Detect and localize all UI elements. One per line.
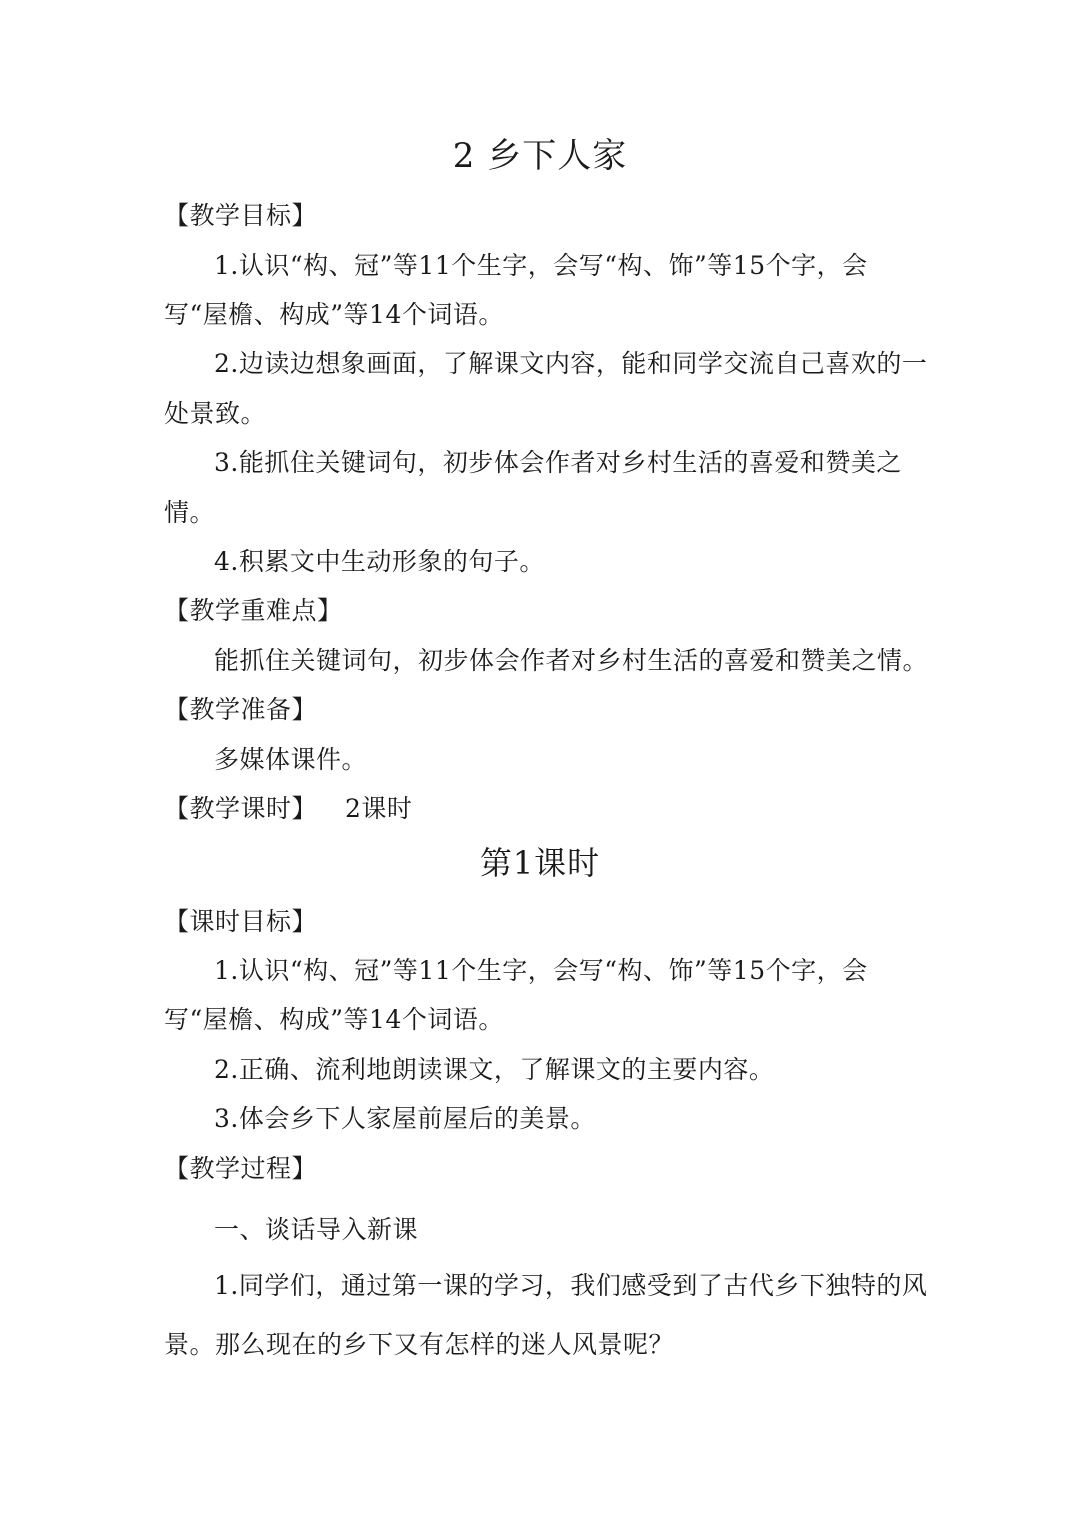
goal-3-line-1: 3.能抓住关键词句，初步体会作者对乡村生活的喜爱和赞美之: [214, 448, 902, 477]
goal-2-line-1: 2.边读边想象画面，了解课文内容，能和同学交流自己喜欢的一: [214, 349, 928, 378]
goal-3-line-2: 情。: [164, 498, 216, 527]
class-hours-value: 2课时: [345, 794, 413, 823]
goal-1-line-1: 1.认识“构、冠”等11个生字，会写“构、饰”等15个字，会: [214, 251, 868, 280]
teaching-goals-heading: 【教学目标】: [164, 201, 318, 230]
key-points-text: 能抓住关键词句，初步体会作者对乡村生活的喜爱和赞美之情。: [214, 646, 929, 675]
lesson-goal-1-line-1: 1.认识“构、冠”等11个生字，会写“构、饰”等15个字，会: [214, 956, 868, 985]
preparation-heading: 【教学准备】: [164, 695, 318, 724]
process-heading: 【教学过程】: [164, 1154, 318, 1183]
key-points-heading: 【教学重难点】: [164, 596, 343, 625]
para-1-line-1: 1.同学们，通过第一课的学习，我们感受到了古代乡下独特的风: [214, 1271, 928, 1300]
goal-1-line-2: 写“屋檐、构成”等14个词语。: [164, 300, 504, 329]
goal-2-line-2: 处景致。: [164, 399, 267, 428]
para-1-line-2: 景。那么现在的乡下又有怎样的迷人风景呢？: [164, 1330, 675, 1359]
document-title: 2 乡下人家: [452, 136, 628, 176]
class-hours-heading: 【教学课时】: [164, 794, 318, 823]
preparation-text: 多媒体课件。: [214, 745, 368, 774]
lesson-goal-1-line-2: 写“屋檐、构成”等14个词语。: [164, 1005, 504, 1034]
lesson-1-title: 第1课时: [479, 844, 601, 882]
goal-4-line-1: 4.积累文中生动形象的句子。: [214, 547, 545, 576]
section-1-heading: 一、谈话导入新课: [214, 1215, 419, 1244]
lesson-goal-2-line-1: 2.正确、流利地朗读课文，了解课文的主要内容。: [214, 1055, 775, 1084]
lesson-goal-3-line-1: 3.体会乡下人家屋前屋后的美景。: [214, 1104, 596, 1133]
lesson-goals-heading: 【课时目标】: [164, 907, 318, 936]
class-hours-row: [164, 789, 924, 825]
